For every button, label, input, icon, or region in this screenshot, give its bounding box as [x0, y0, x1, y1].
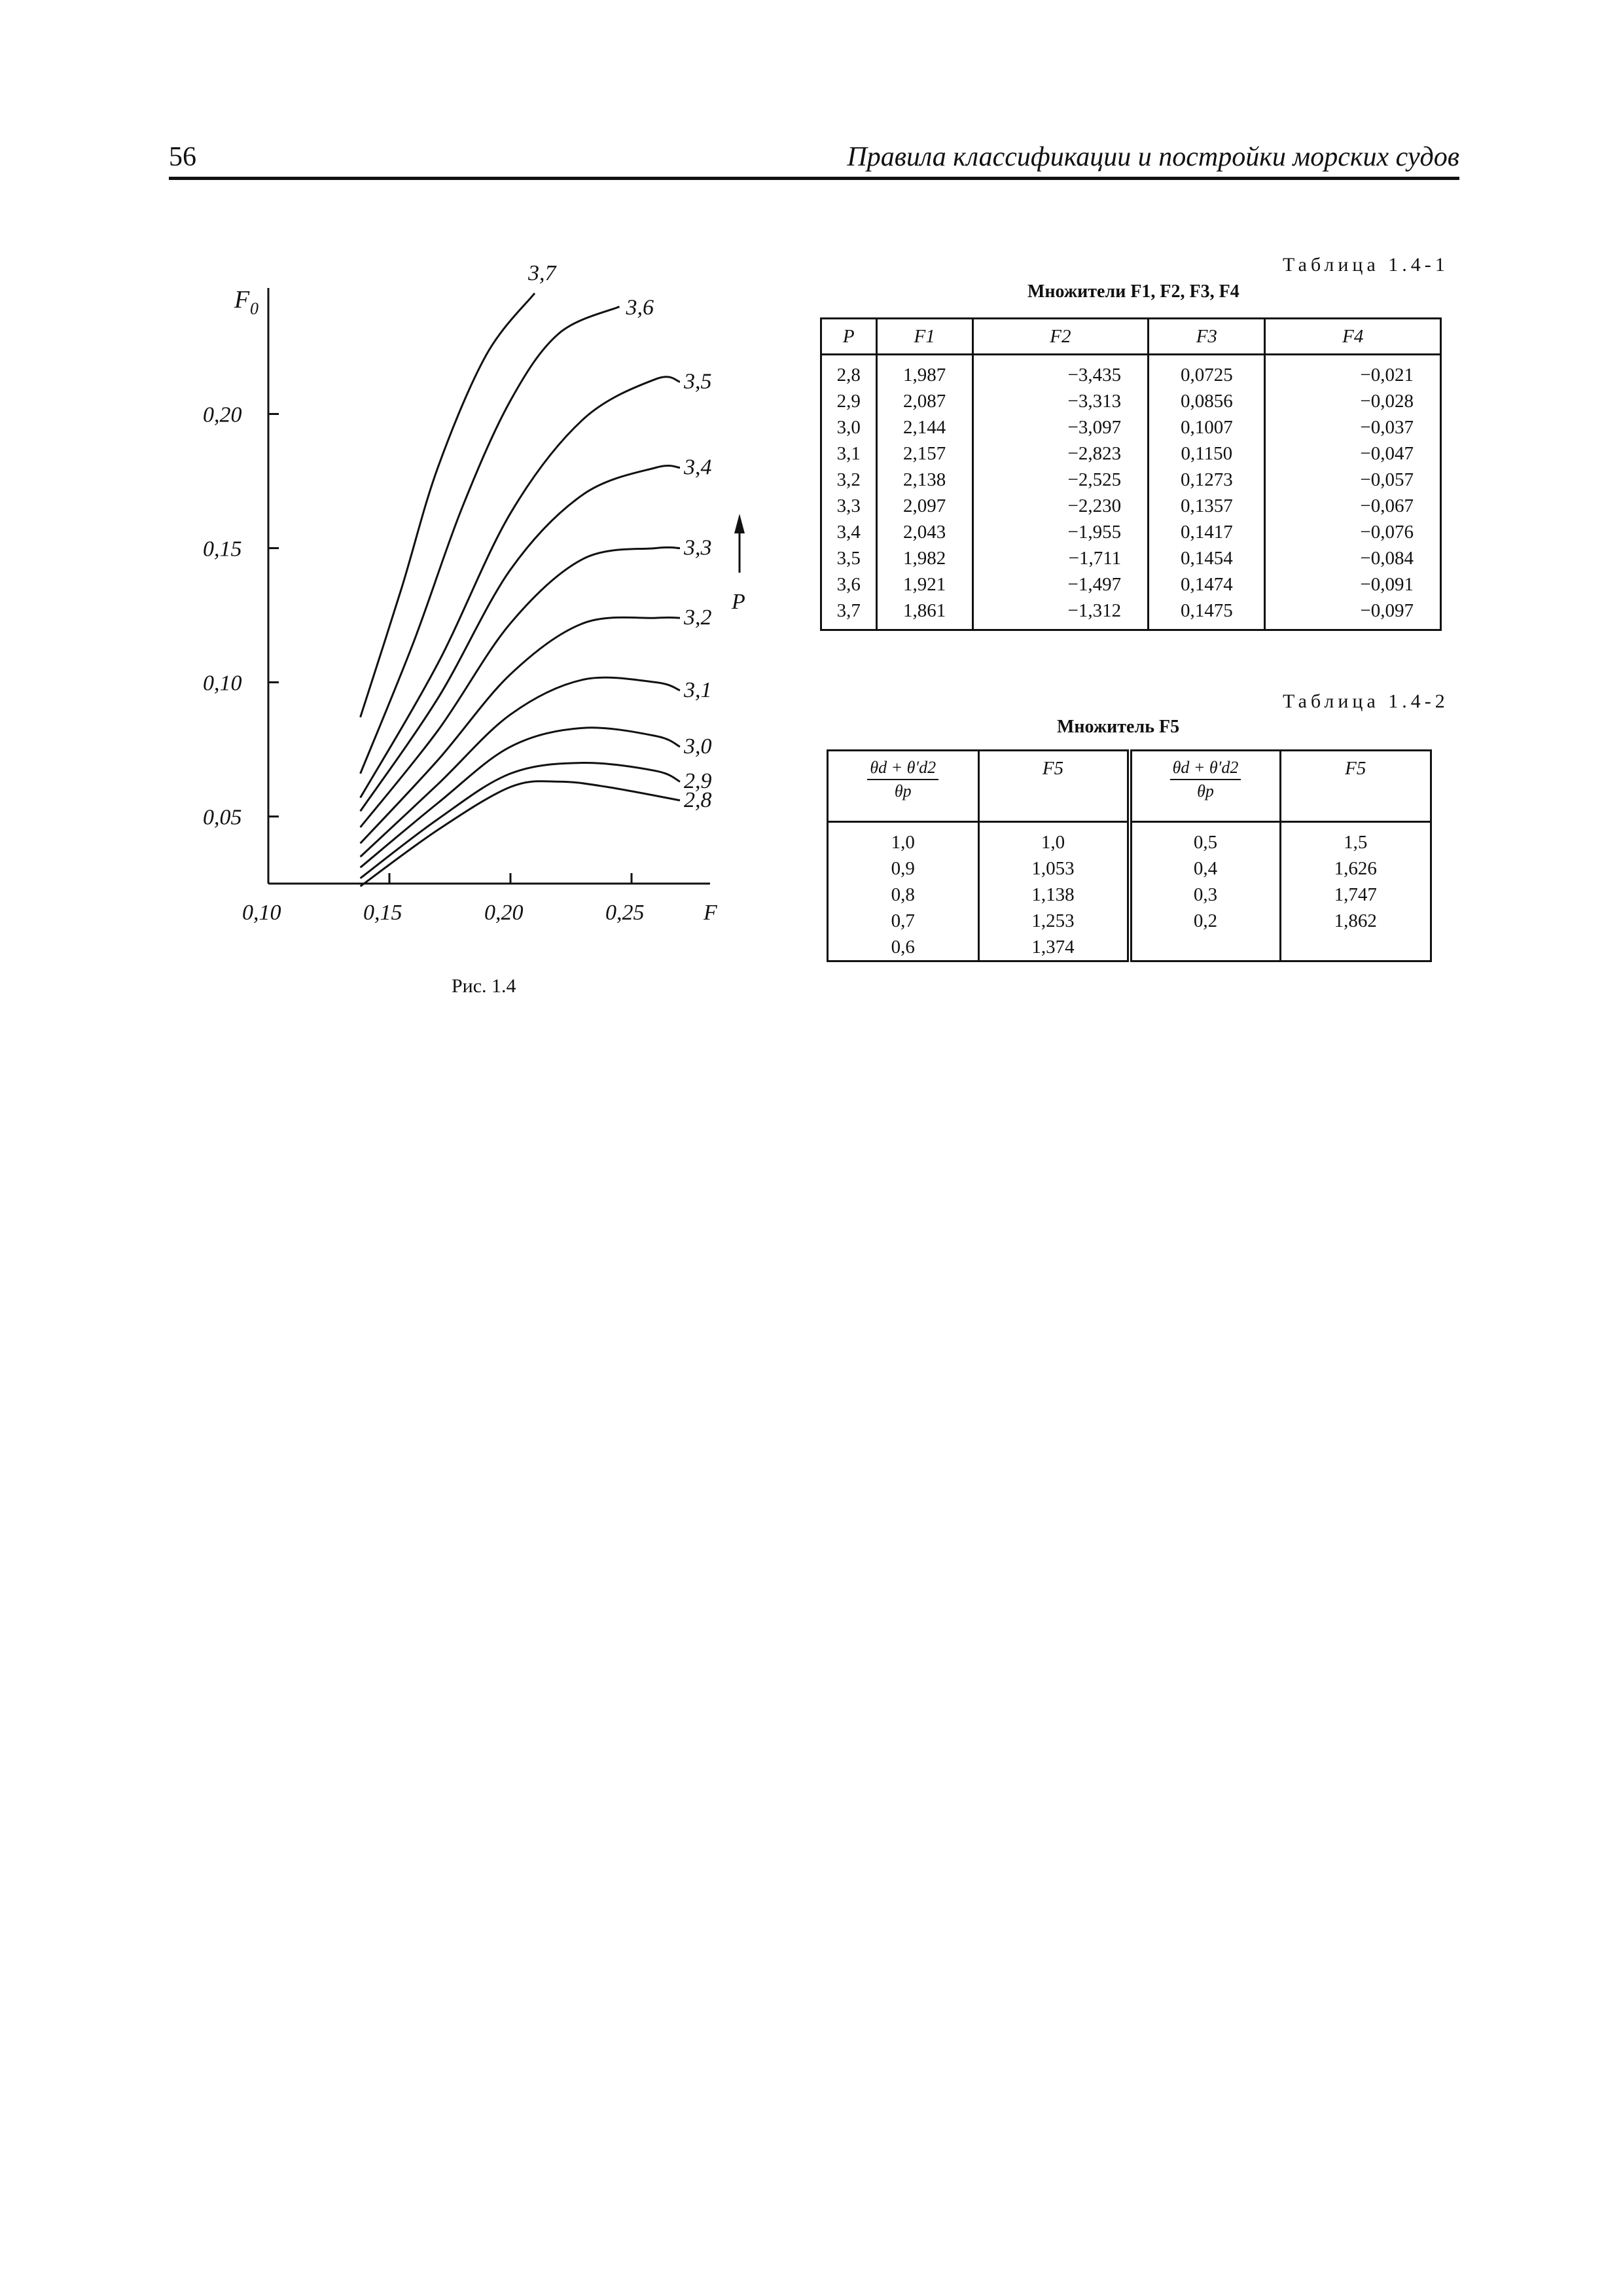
- y-tick-label: 0,05: [203, 805, 242, 830]
- table-cell: −0,028: [1265, 388, 1441, 414]
- table-cell: 2,043: [876, 519, 972, 545]
- table-cell: −1,497: [972, 571, 1149, 598]
- y-tick-label: 0,15: [203, 537, 242, 562]
- page-header: [169, 141, 1459, 181]
- table-row: [828, 855, 1431, 882]
- table-row: [821, 355, 1441, 389]
- table-cell: 3,1: [821, 440, 877, 467]
- y-tick-label: 0,10: [203, 671, 242, 696]
- table-cell: 3,7: [821, 598, 877, 630]
- table2-header-row: [828, 751, 1431, 822]
- table-cell: −0,084: [1265, 545, 1441, 571]
- table-cell: −1,711: [972, 545, 1149, 571]
- table-cell: 1,982: [876, 545, 972, 571]
- table-row: [828, 822, 1431, 856]
- table1-label: Таблица 1.4-1: [1283, 254, 1449, 276]
- curve-2-9: [361, 762, 680, 878]
- table-1-4-2: [827, 749, 1432, 962]
- table-cell: 0,0856: [1149, 388, 1265, 414]
- table-cell: 0,3: [1130, 882, 1281, 908]
- curve-label: 3,1: [684, 677, 712, 702]
- table-cell: 0,1007: [1149, 414, 1265, 440]
- table-cell: −0,091: [1265, 571, 1441, 598]
- header-rule: [169, 177, 1459, 180]
- table-cell: 0,1417: [1149, 519, 1265, 545]
- table-cell: 2,097: [876, 493, 972, 519]
- table-cell: 0,9: [828, 855, 979, 882]
- table-cell: 2,087: [876, 388, 972, 414]
- table-cell: 1,053: [978, 855, 1130, 882]
- table-cell: 0,1150: [1149, 440, 1265, 467]
- curve-label: 3,2: [684, 605, 712, 630]
- page-number: 56: [169, 142, 196, 172]
- table-cell: 3,0: [821, 414, 877, 440]
- x-axis-label: F: [704, 901, 717, 925]
- table-cell: 1,0: [978, 822, 1130, 856]
- curve-3-6: [361, 307, 620, 774]
- f0-chart: [190, 255, 766, 949]
- table-cell: 0,7: [828, 908, 979, 934]
- curve-label: 2,9: [684, 769, 712, 794]
- curve-label: 3,5: [684, 369, 712, 394]
- table-cell: −3,097: [972, 414, 1149, 440]
- table-cell: −0,037: [1265, 414, 1441, 440]
- curve-label: 3,7: [528, 261, 556, 285]
- curve-2-8: [361, 781, 680, 887]
- table-cell: [1130, 934, 1281, 961]
- table2-header-ratio-left: $\frac{\theta d + \theta'd2}{\theta p}$: [828, 751, 979, 822]
- x-tick-label: 0,10: [242, 901, 281, 925]
- y-axis-label: F: [234, 286, 250, 314]
- table-cell: 2,9: [821, 388, 877, 414]
- table-cell: −0,097: [1265, 598, 1441, 630]
- table2-header-f5-left: F5: [978, 751, 1130, 822]
- table-cell: 3,4: [821, 519, 877, 545]
- table-cell: −2,823: [972, 440, 1149, 467]
- table2-header-f5-right: F5: [1280, 751, 1431, 822]
- table-cell: −1,955: [972, 519, 1149, 545]
- table-cell: −2,525: [972, 467, 1149, 493]
- curve-3-2: [361, 617, 680, 843]
- table-cell: 0,1474: [1149, 571, 1265, 598]
- table-cell: [1280, 934, 1431, 961]
- curve-label: 3,6: [626, 295, 654, 320]
- table-cell: 0,2: [1130, 908, 1281, 934]
- y-axis-label-subscript: 0: [250, 299, 259, 318]
- table-cell: 1,5: [1280, 822, 1431, 856]
- y-tick-label: 0,20: [203, 403, 242, 427]
- table-cell: 1,0: [828, 822, 979, 856]
- table-cell: −0,047: [1265, 440, 1441, 467]
- table-cell: 0,1475: [1149, 598, 1265, 630]
- curve-label: 3,3: [684, 535, 712, 560]
- table2-label: Таблица 1.4-2: [1283, 691, 1449, 712]
- table2-caption: [1057, 717, 1179, 738]
- table-cell: −0,067: [1265, 493, 1441, 519]
- table-cell: −2,230: [972, 493, 1149, 519]
- table-cell: 1,921: [876, 571, 972, 598]
- table-row: [821, 467, 1441, 493]
- table-cell: 3,5: [821, 545, 877, 571]
- table-cell: 3,3: [821, 493, 877, 519]
- table-cell: 1,253: [978, 908, 1130, 934]
- curve-3-4: [361, 465, 680, 811]
- curve-3-7: [361, 293, 535, 717]
- table-row: [821, 414, 1441, 440]
- table-cell: 1,374: [978, 934, 1130, 961]
- table1-header-cell: F4: [1265, 319, 1441, 355]
- table-cell: 2,138: [876, 467, 972, 493]
- table-cell: 2,157: [876, 440, 972, 467]
- table-row: [821, 545, 1441, 571]
- table2-header-ratio-right: $\frac{\theta d + \theta'd2}{\theta p}$: [1130, 751, 1281, 822]
- table-row: [821, 493, 1441, 519]
- table-cell: 3,6: [821, 571, 877, 598]
- p-label: P: [732, 590, 745, 614]
- table-cell: 1,861: [876, 598, 972, 630]
- table2-body: [828, 822, 1431, 961]
- table-cell: 0,5: [1130, 822, 1281, 856]
- table-cell: 1,626: [1280, 855, 1431, 882]
- table-cell: 0,1357: [1149, 493, 1265, 519]
- curve-3-3: [361, 547, 680, 827]
- table1-caption: [1027, 281, 1240, 302]
- table-row: [821, 388, 1441, 414]
- table-1-4-1: [820, 317, 1442, 631]
- p-arrow-head-icon: [734, 514, 745, 533]
- table-cell: −3,435: [972, 355, 1149, 389]
- table-cell: −0,021: [1265, 355, 1441, 389]
- curve-label: 2,8: [684, 787, 712, 812]
- table1-header-cell: P: [821, 319, 877, 355]
- table-cell: 0,6: [828, 934, 979, 961]
- x-tick-label: 0,15: [363, 901, 402, 925]
- curve-label: 3,4: [684, 455, 712, 480]
- table-cell: 2,144: [876, 414, 972, 440]
- table-cell: 0,0725: [1149, 355, 1265, 389]
- table-row: [821, 440, 1441, 467]
- x-tick-label: 0,25: [605, 901, 645, 925]
- table-row: [821, 598, 1441, 630]
- table-cell: 1,138: [978, 882, 1130, 908]
- x-tick-label: 0,20: [484, 901, 524, 925]
- curve-3-5: [361, 377, 680, 798]
- table1-header-cell: F3: [1149, 319, 1265, 355]
- figure-caption: Рис. 1.4: [452, 975, 516, 997]
- table1-header-cell: F2: [972, 319, 1149, 355]
- curve-3-0: [361, 728, 680, 868]
- table-cell: −3,313: [972, 388, 1149, 414]
- table-row: [828, 882, 1431, 908]
- table1-header-row: [821, 319, 1441, 355]
- table-cell: 0,1273: [1149, 467, 1265, 493]
- table-cell: 0,4: [1130, 855, 1281, 882]
- table-cell: −1,312: [972, 598, 1149, 630]
- table-cell: 1,862: [1280, 908, 1431, 934]
- table1-caption-text: Множители F1, F2, F3, F4: [1027, 281, 1240, 302]
- table-cell: 3,2: [821, 467, 877, 493]
- table-cell: 0,1454: [1149, 545, 1265, 571]
- table-cell: −0,057: [1265, 467, 1441, 493]
- table-row: [821, 519, 1441, 545]
- table-cell: 2,8: [821, 355, 877, 389]
- table-cell: 1,747: [1280, 882, 1431, 908]
- curve-label: 3,0: [684, 734, 712, 759]
- figure-1-4: [190, 255, 766, 949]
- running-title: Правила классификации и постройки морских судов: [847, 142, 1459, 172]
- table1-header-cell: F1: [876, 319, 972, 355]
- table-row: [821, 571, 1441, 598]
- table1-body: [821, 355, 1441, 630]
- table2-caption-text: Множитель F5: [1057, 717, 1180, 737]
- table-cell: −0,076: [1265, 519, 1441, 545]
- table-row: [828, 934, 1431, 961]
- table-row: [828, 908, 1431, 934]
- table-cell: 1,987: [876, 355, 972, 389]
- table-cell: 0,8: [828, 882, 979, 908]
